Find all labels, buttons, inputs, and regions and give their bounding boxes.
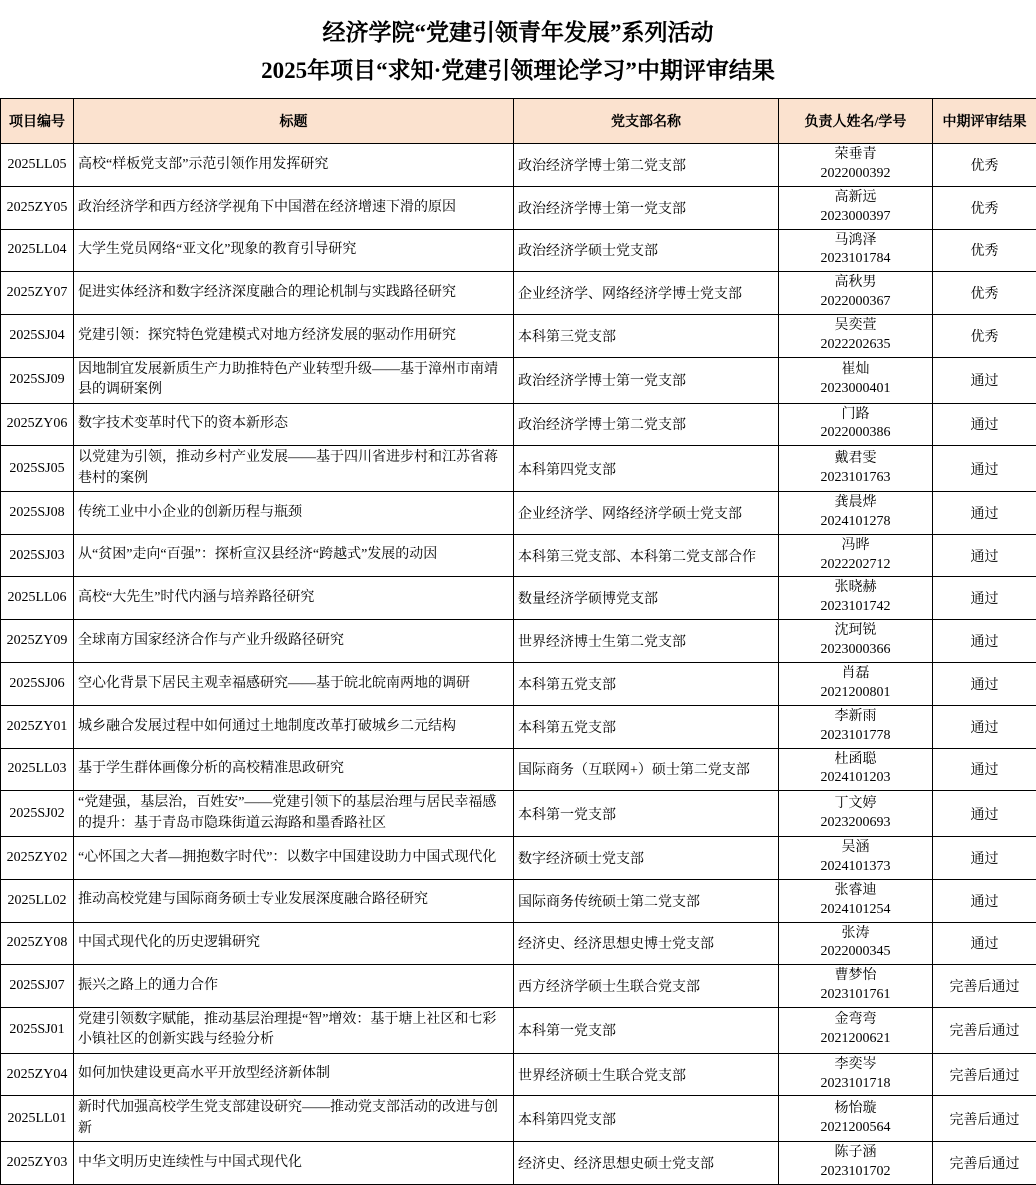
- project-title-cell: 城乡融合发展过程中如何通过土地制度改革打破城乡二元结构: [74, 705, 514, 748]
- results-table: [0, 98, 1036, 1185]
- project-id-cell: 2025LL03: [1, 748, 74, 791]
- review-result-cell: 通过: [933, 403, 1036, 446]
- party-branch-cell: 政治经济学博士第一党支部: [514, 357, 779, 403]
- project-title-cell: 政治经济学和西方经济学视角下中国潜在经济增速下滑的原因: [74, 186, 514, 229]
- project-id-cell: 2025SJ04: [1, 315, 74, 358]
- leader-cell: [779, 534, 933, 577]
- leader-cell: [779, 186, 933, 229]
- party-branch-cell: 本科第四党支部: [514, 446, 779, 492]
- project-title-cell: 从“贫困”走向“百强”：探析宣汉县经济“跨越式”发展的动因: [74, 534, 514, 577]
- project-title-cell: 数字技术变革时代下的资本新形态: [74, 403, 514, 446]
- leader-student-id: 2024101254: [783, 901, 928, 920]
- table-row: [1, 836, 1036, 879]
- leader-student-id: 2023200693: [783, 814, 928, 833]
- leader-cell: [779, 357, 933, 403]
- project-title-cell: “党建强，基层治，百姓安”——党建引领下的基层治理与居民幸福感的提升：基于青岛市隐珠街道云海路和墨香路社区: [74, 791, 514, 837]
- leader-cell: [779, 879, 933, 922]
- review-result-cell: 优秀: [933, 315, 1036, 358]
- leader-cell: [779, 229, 933, 272]
- leader-cell: [779, 922, 933, 965]
- review-result-cell: 通过: [933, 446, 1036, 492]
- leader-student-id: 2022000392: [783, 165, 928, 184]
- review-result-cell: 通过: [933, 836, 1036, 879]
- project-title-cell: “心怀国之大者—拥抱数字时代”：以数字中国建设助力中国式现代化: [74, 836, 514, 879]
- leader-name: 高秋男: [783, 274, 928, 293]
- party-branch-cell: 世界经济硕士生联合党支部: [514, 1053, 779, 1096]
- table-row: [1, 403, 1036, 446]
- review-result-cell: 通过: [933, 791, 1036, 837]
- project-title-cell: 以党建为引领，推动乡村产业发展——基于四川省进步村和江苏省蒋巷村的案例: [74, 446, 514, 492]
- leader-name: 丁文婷: [783, 795, 928, 814]
- leader-student-id: 2023101702: [783, 1163, 928, 1182]
- document-title: [0, 0, 1036, 90]
- table-row: [1, 1008, 1036, 1054]
- leader-name: 张晓赫: [783, 579, 928, 598]
- table-header-row: [1, 99, 1036, 144]
- project-id-cell: 2025ZY03: [1, 1142, 74, 1185]
- project-id-cell: 2025ZY01: [1, 705, 74, 748]
- leader-cell: [779, 1096, 933, 1142]
- review-result-cell: 优秀: [933, 229, 1036, 272]
- project-title-cell: 传统工业中小企业的创新历程与瓶颈: [74, 491, 514, 534]
- leader-name: 高新远: [783, 189, 928, 208]
- party-branch-cell: 国际商务传统硕士第二党支部: [514, 879, 779, 922]
- leader-student-id: 2021200621: [783, 1030, 928, 1049]
- document-title-line2: 2025年项目“求知·党建引领理论学习”中期评审结果: [0, 52, 1036, 90]
- leader-student-id: 2023101784: [783, 250, 928, 269]
- results-table-body: [1, 144, 1036, 1185]
- leader-name: 戴君雯: [783, 450, 928, 469]
- leader-student-id: 2023101761: [783, 986, 928, 1005]
- project-id-cell: 2025ZY09: [1, 620, 74, 663]
- party-branch-cell: 经济史、经济思想史硕士党支部: [514, 1142, 779, 1185]
- leader-cell: [779, 315, 933, 358]
- table-row: [1, 705, 1036, 748]
- leader-cell: [779, 1008, 933, 1054]
- party-branch-cell: 企业经济学、网络经济学硕士党支部: [514, 491, 779, 534]
- leader-student-id: 2021200564: [783, 1119, 928, 1138]
- party-branch-cell: 经济史、经济思想史博士党支部: [514, 922, 779, 965]
- project-title-cell: 中华文明历史连续性与中国式现代化: [74, 1142, 514, 1185]
- project-id-cell: 2025ZY02: [1, 836, 74, 879]
- header-title: 标题: [74, 99, 514, 144]
- table-row: [1, 491, 1036, 534]
- table-row: [1, 1053, 1036, 1096]
- review-result-cell: 通过: [933, 534, 1036, 577]
- table-row: [1, 577, 1036, 620]
- project-id-cell: 2025ZY04: [1, 1053, 74, 1096]
- project-title-cell: 振兴之路上的通力合作: [74, 965, 514, 1008]
- party-branch-cell: 国际商务（互联网+）硕士第二党支部: [514, 748, 779, 791]
- leader-student-id: 2024101278: [783, 513, 928, 532]
- leader-name: 门路: [783, 406, 928, 425]
- leader-student-id: 2022000367: [783, 293, 928, 312]
- leader-cell: [779, 491, 933, 534]
- leader-student-id: 2024101373: [783, 858, 928, 877]
- review-result-cell: 完善后通过: [933, 1096, 1036, 1142]
- project-id-cell: 2025SJ02: [1, 791, 74, 837]
- leader-name: 吴涵: [783, 839, 928, 858]
- leader-name: 李新雨: [783, 708, 928, 727]
- table-row: [1, 144, 1036, 187]
- leader-cell: [779, 144, 933, 187]
- header-project-id: 项目编号: [1, 99, 74, 144]
- project-id-cell: 2025SJ01: [1, 1008, 74, 1054]
- table-row: [1, 620, 1036, 663]
- leader-student-id: 2024101203: [783, 769, 928, 788]
- project-title-cell: 新时代加强高校学生党支部建设研究——推动党支部活动的改进与创新: [74, 1096, 514, 1142]
- party-branch-cell: 世界经济博士生第二党支部: [514, 620, 779, 663]
- project-id-cell: 2025LL02: [1, 879, 74, 922]
- project-id-cell: 2025SJ08: [1, 491, 74, 534]
- party-branch-cell: 数字经济硕士党支部: [514, 836, 779, 879]
- project-title-cell: 党建引领：探究特色党建模式对地方经济发展的驱动作用研究: [74, 315, 514, 358]
- review-result-cell: 完善后通过: [933, 1142, 1036, 1185]
- leader-cell: [779, 663, 933, 706]
- project-title-cell: 全球南方国家经济合作与产业升级路径研究: [74, 620, 514, 663]
- project-id-cell: 2025LL05: [1, 144, 74, 187]
- leader-student-id: 2023101778: [783, 727, 928, 746]
- leader-cell: [779, 705, 933, 748]
- table-row: [1, 922, 1036, 965]
- project-title-cell: 推动高校党建与国际商务硕士专业发展深度融合路径研究: [74, 879, 514, 922]
- header-leader: 负责人姓名/学号: [779, 99, 933, 144]
- leader-cell: [779, 1142, 933, 1185]
- review-result-cell: 通过: [933, 705, 1036, 748]
- leader-name: 金弯弯: [783, 1011, 928, 1030]
- header-branch: 党支部名称: [514, 99, 779, 144]
- leader-student-id: 2021200801: [783, 684, 928, 703]
- table-row: [1, 879, 1036, 922]
- leader-student-id: 2022000345: [783, 943, 928, 962]
- table-row: [1, 357, 1036, 403]
- leader-name: 张睿迪: [783, 882, 928, 901]
- project-title-cell: 如何加快建设更高水平开放型经济新体制: [74, 1053, 514, 1096]
- project-title-cell: 基于学生群体画像分析的高校精准思政研究: [74, 748, 514, 791]
- leader-cell: [779, 403, 933, 446]
- project-title-cell: 促进实体经济和数字经济深度融合的理论机制与实践路径研究: [74, 272, 514, 315]
- leader-cell: [779, 446, 933, 492]
- party-branch-cell: 本科第一党支部: [514, 1008, 779, 1054]
- party-branch-cell: 本科第五党支部: [514, 663, 779, 706]
- leader-name: 肖磊: [783, 665, 928, 684]
- leader-name: 曹梦怡: [783, 967, 928, 986]
- party-branch-cell: 政治经济学博士第一党支部: [514, 186, 779, 229]
- leader-student-id: 2023000401: [783, 380, 928, 399]
- leader-cell: [779, 1053, 933, 1096]
- document-title-line1: 经济学院“党建引领青年发展”系列活动: [0, 14, 1036, 52]
- review-result-cell: 完善后通过: [933, 965, 1036, 1008]
- project-id-cell: 2025ZY07: [1, 272, 74, 315]
- party-branch-cell: 本科第一党支部: [514, 791, 779, 837]
- review-result-cell: 优秀: [933, 272, 1036, 315]
- leader-name: 冯晔: [783, 537, 928, 556]
- project-title-cell: 高校“大先生”时代内涵与培养路径研究: [74, 577, 514, 620]
- leader-name: 马鸿泽: [783, 232, 928, 251]
- party-branch-cell: 政治经济学博士第二党支部: [514, 144, 779, 187]
- leader-name: 李奕岑: [783, 1056, 928, 1075]
- project-title-cell: 空心化背景下居民主观幸福感研究——基于皖北皖南两地的调研: [74, 663, 514, 706]
- project-id-cell: 2025SJ09: [1, 357, 74, 403]
- project-id-cell: 2025LL04: [1, 229, 74, 272]
- project-id-cell: 2025LL06: [1, 577, 74, 620]
- leader-name: 崔灿: [783, 361, 928, 380]
- leader-student-id: 2023101718: [783, 1075, 928, 1094]
- review-result-cell: 完善后通过: [933, 1053, 1036, 1096]
- table-row: [1, 229, 1036, 272]
- leader-name: 沈珂锐: [783, 622, 928, 641]
- project-id-cell: 2025ZY08: [1, 922, 74, 965]
- leader-cell: [779, 836, 933, 879]
- review-result-cell: 通过: [933, 663, 1036, 706]
- review-result-cell: 优秀: [933, 186, 1036, 229]
- leader-name: 杜函聪: [783, 751, 928, 770]
- header-result: 中期评审结果: [933, 99, 1036, 144]
- project-title-cell: 党建引领数字赋能，推动基层治理提“智”增效：基于塘上社区和七彩小镇社区的创新实践与经验分析: [74, 1008, 514, 1054]
- party-branch-cell: 本科第五党支部: [514, 705, 779, 748]
- party-branch-cell: 本科第三党支部、本科第二党支部合作: [514, 534, 779, 577]
- table-row: [1, 663, 1036, 706]
- leader-student-id: 2023000366: [783, 641, 928, 660]
- party-branch-cell: 政治经济学博士第二党支部: [514, 403, 779, 446]
- party-branch-cell: 企业经济学、网络经济学博士党支部: [514, 272, 779, 315]
- leader-name: 杨怡璇: [783, 1100, 928, 1119]
- leader-cell: [779, 748, 933, 791]
- leader-name: 吴奕萱: [783, 317, 928, 336]
- leader-cell: [779, 965, 933, 1008]
- table-row: [1, 315, 1036, 358]
- project-title-cell: 中国式现代化的历史逻辑研究: [74, 922, 514, 965]
- review-result-cell: 通过: [933, 922, 1036, 965]
- leader-student-id: 2022202712: [783, 556, 928, 575]
- table-row: [1, 186, 1036, 229]
- project-title-cell: 大学生党员网络“亚文化”现象的教育引导研究: [74, 229, 514, 272]
- leader-name: 荣垂青: [783, 146, 928, 165]
- project-id-cell: 2025LL01: [1, 1096, 74, 1142]
- table-row: [1, 446, 1036, 492]
- leader-student-id: 2023000397: [783, 208, 928, 227]
- table-row: [1, 272, 1036, 315]
- project-title-cell: 高校“样板党支部”示范引领作用发挥研究: [74, 144, 514, 187]
- table-row: [1, 748, 1036, 791]
- review-result-cell: 通过: [933, 357, 1036, 403]
- leader-cell: [779, 577, 933, 620]
- table-row: [1, 965, 1036, 1008]
- party-branch-cell: 数量经济学硕博党支部: [514, 577, 779, 620]
- leader-student-id: 2022000386: [783, 424, 928, 443]
- leader-name: 陈子涵: [783, 1144, 928, 1163]
- party-branch-cell: 西方经济学硕士生联合党支部: [514, 965, 779, 1008]
- review-result-cell: 通过: [933, 491, 1036, 534]
- project-id-cell: 2025SJ07: [1, 965, 74, 1008]
- table-row: [1, 1142, 1036, 1185]
- leader-name: 张涛: [783, 925, 928, 944]
- project-id-cell: 2025SJ03: [1, 534, 74, 577]
- project-id-cell: 2025SJ05: [1, 446, 74, 492]
- review-result-cell: 通过: [933, 879, 1036, 922]
- party-branch-cell: 政治经济学硕士党支部: [514, 229, 779, 272]
- project-title-cell: 因地制宜发展新质生产力助推特色产业转型升级——基于漳州市南靖县的调研案例: [74, 357, 514, 403]
- table-row: [1, 534, 1036, 577]
- leader-name: 龚晨烨: [783, 494, 928, 513]
- review-result-cell: 通过: [933, 748, 1036, 791]
- table-row: [1, 1096, 1036, 1142]
- review-result-cell: 完善后通过: [933, 1008, 1036, 1054]
- project-id-cell: 2025ZY06: [1, 403, 74, 446]
- project-id-cell: 2025ZY05: [1, 186, 74, 229]
- party-branch-cell: 本科第四党支部: [514, 1096, 779, 1142]
- table-row: [1, 791, 1036, 837]
- review-result-cell: 通过: [933, 620, 1036, 663]
- leader-cell: [779, 791, 933, 837]
- project-id-cell: 2025SJ06: [1, 663, 74, 706]
- leader-cell: [779, 272, 933, 315]
- review-result-cell: 通过: [933, 577, 1036, 620]
- leader-student-id: 2023101763: [783, 469, 928, 488]
- leader-student-id: 2022202635: [783, 336, 928, 355]
- leader-cell: [779, 620, 933, 663]
- review-result-cell: 优秀: [933, 144, 1036, 187]
- leader-student-id: 2023101742: [783, 598, 928, 617]
- party-branch-cell: 本科第三党支部: [514, 315, 779, 358]
